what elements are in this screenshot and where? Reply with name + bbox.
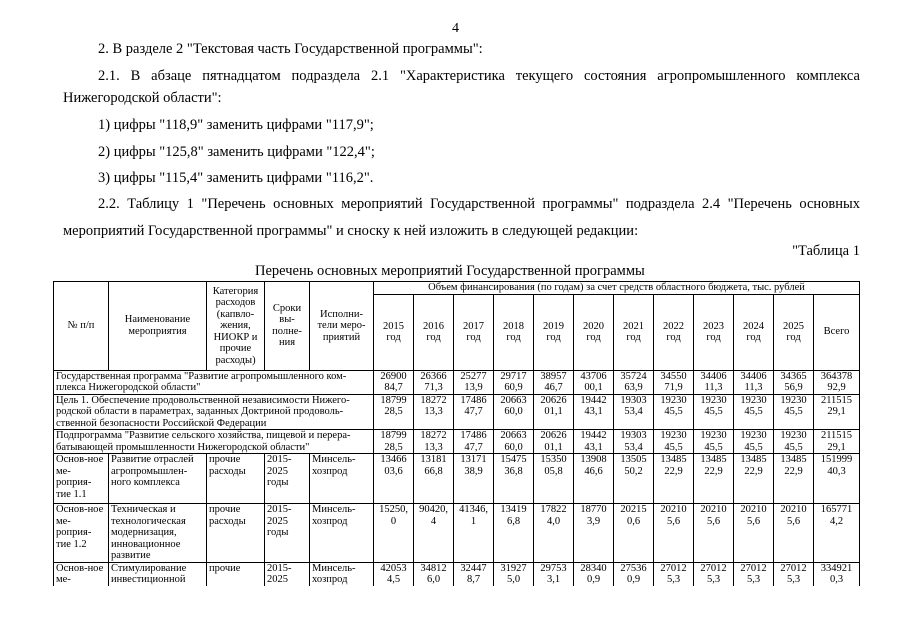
funding-value: 19230 45,5: [774, 430, 814, 454]
funding-value: 19230 45,5: [694, 430, 734, 454]
funding-value: 19230 45,5: [654, 394, 694, 430]
paragraph-item-1: 1) цифры "118,9" заменить цифрами "117,9";: [98, 117, 374, 133]
header-year: 2023 год: [694, 294, 734, 370]
activity-name: Стимулирование инвестиционной: [109, 562, 207, 586]
funding-value: 20626 01,1: [534, 394, 574, 430]
header-funding: Объем финансирования (по годам) за счет средств областного бюджета, тыс. рублей: [374, 282, 860, 295]
header-year: 2020 год: [574, 294, 614, 370]
funding-value: 18799 28,5: [374, 394, 414, 430]
expense-category: прочие расходы: [207, 454, 265, 504]
header-year: 2019 год: [534, 294, 574, 370]
header-year: 2021 год: [614, 294, 654, 370]
funding-value: 20663 60,0: [494, 430, 534, 454]
funding-value: 19303 53,4: [614, 430, 654, 454]
header-year: 2015 год: [374, 294, 414, 370]
paragraph-2-2-line1: 2.2. Таблицу 1 "Перечень основных мероприятий Государственной программы" подраздела 2.4 "Перечень основных: [98, 196, 860, 212]
funding-value: 19303 53,4: [614, 394, 654, 430]
funding-value: 19442 43,1: [574, 430, 614, 454]
funding-value: 19230 45,5: [654, 430, 694, 454]
funding-value: 34406 11,3: [734, 370, 774, 394]
funding-value: 17822 4,0: [534, 504, 574, 563]
header-year: 2018 год: [494, 294, 534, 370]
funding-value: 13171 38,9: [454, 454, 494, 504]
header-term: Сроки вы-полне-ния: [265, 282, 310, 371]
activity-term: 2015-2025 годы: [265, 504, 310, 563]
activity-executor: Минсель-хозпрод: [310, 454, 374, 504]
funding-value: 38957 46,7: [534, 370, 574, 394]
funding-value: 20210 5,6: [654, 504, 694, 563]
funding-value: 13908 46,6: [574, 454, 614, 504]
funding-value: 25277 13,9: [454, 370, 494, 394]
funding-value: 211515 29,1: [814, 394, 860, 430]
funding-value: 18272 13,3: [414, 430, 454, 454]
table-row: [54, 430, 860, 454]
funding-value: 334921 0,3: [814, 562, 860, 586]
funding-value: 26366 71,3: [414, 370, 454, 394]
funding-value: 20626 01,1: [534, 430, 574, 454]
header-year: 2025 год: [774, 294, 814, 370]
table-row: [54, 394, 860, 430]
funding-value: 42053 4,5: [374, 562, 414, 586]
header-name: Наименование мероприятия: [109, 282, 207, 371]
row-label: Государственная программа "Развитие агропромышленного ком-плекса Нижегородской области": [54, 370, 374, 394]
paragraph-section-2: 2. В разделе 2 "Текстовая часть Государственной программы":: [98, 41, 483, 57]
funding-value: 19442 43,1: [574, 394, 614, 430]
funding-value: 13505 50,2: [614, 454, 654, 504]
funding-value: 34550 71,9: [654, 370, 694, 394]
funding-value: 20663 60,0: [494, 394, 534, 430]
funding-value: 19230 45,5: [774, 394, 814, 430]
funding-value: 31927 5,0: [494, 562, 534, 586]
funding-value: 20210 5,6: [774, 504, 814, 563]
funding-value: 90420, 4: [414, 504, 454, 563]
activities-table: [53, 281, 860, 586]
activity-number: Основ-ное ме-: [54, 562, 109, 586]
table-label: "Таблица 1: [792, 243, 860, 259]
header-num: № п/п: [54, 282, 109, 371]
funding-value: 13485 22,9: [774, 454, 814, 504]
funding-value: 18272 13,3: [414, 394, 454, 430]
header-year: 2016 год: [414, 294, 454, 370]
funding-value: 15250, 0: [374, 504, 414, 563]
funding-value: 151999 40,3: [814, 454, 860, 504]
header-year: 2024 год: [734, 294, 774, 370]
activity-name: Развитие отраслей агропромышлен-ного комплекса: [109, 454, 207, 504]
funding-value: 41346, 1: [454, 504, 494, 563]
funding-value: 15475 36,8: [494, 454, 534, 504]
funding-value: 17486 47,7: [454, 394, 494, 430]
header-year: 2022 год: [654, 294, 694, 370]
funding-value: 13466 03,6: [374, 454, 414, 504]
activity-name: Техническая и технологическая модернизация, инновационное развитие: [109, 504, 207, 563]
paragraph-item-3: 3) цифры "115,4" заменить цифрами "116,2".: [98, 170, 374, 186]
funding-value: 34406 11,3: [694, 370, 734, 394]
paragraph-item-2: 2) цифры "125,8" заменить цифрами "122,4";: [98, 144, 375, 160]
activity-term: 2015-2025: [265, 562, 310, 586]
funding-value: 364378 92,9: [814, 370, 860, 394]
funding-value: 17486 47,7: [454, 430, 494, 454]
row-label: Подпрограмма "Развитие сельского хозяйства, пищевой и перера-батывающей промышленности Нижегородской области": [54, 430, 374, 454]
activity-executor: Минсель-хозпрод: [310, 562, 374, 586]
funding-value: 34812 6,0: [414, 562, 454, 586]
funding-value: 19230 45,5: [694, 394, 734, 430]
funding-value: 19230 45,5: [734, 430, 774, 454]
funding-value: 26900 84,7: [374, 370, 414, 394]
funding-value: 29753 3,1: [534, 562, 574, 586]
activity-number: Основ-ное ме-роприя-тие 1.2: [54, 504, 109, 563]
funding-value: 34365 56,9: [774, 370, 814, 394]
funding-value: 27536 0,9: [614, 562, 654, 586]
funding-value: 28340 0,9: [574, 562, 614, 586]
funding-value: 35724 63,9: [614, 370, 654, 394]
header-category: Категория расходов (капвло-жения, НИОКР и прочие расходы): [207, 282, 265, 371]
funding-value: 165771 4,2: [814, 504, 860, 563]
page-number: 4: [452, 21, 459, 36]
activity-executor: Минсель-хозпрод: [310, 504, 374, 563]
table-row: [54, 562, 860, 586]
funding-value: 13181 66,8: [414, 454, 454, 504]
expense-category: прочие расходы: [207, 504, 265, 563]
funding-value: 20210 5,6: [694, 504, 734, 563]
funding-value: 13485 22,9: [694, 454, 734, 504]
funding-value: 211515 29,1: [814, 430, 860, 454]
funding-value: 19230 45,5: [734, 394, 774, 430]
funding-value: 32447 8,7: [454, 562, 494, 586]
row-label: Цель 1. Обеспечение продовольственной независимости Нижего-родской области в параметрах, заданных Доктриной продоволь-ственной безопасности Российской Федерации: [54, 394, 374, 430]
table-caption: Перечень основных мероприятий Государственной программы: [255, 263, 645, 279]
table-row: [54, 504, 860, 563]
funding-value: 27012 5,3: [734, 562, 774, 586]
funding-value: 18799 28,5: [374, 430, 414, 454]
table-row: [54, 370, 860, 394]
table-row: [54, 454, 860, 504]
funding-value: 13485 22,9: [734, 454, 774, 504]
funding-value: 13485 22,9: [654, 454, 694, 504]
expense-category: прочие: [207, 562, 265, 586]
header-executor: Исполни-тели меро-приятий: [310, 282, 374, 371]
funding-value: 18770 3,9: [574, 504, 614, 563]
funding-value: 20215 0,6: [614, 504, 654, 563]
activity-number: Основ-ное ме-роприя-тие 1.1: [54, 454, 109, 504]
funding-value: 20210 5,6: [734, 504, 774, 563]
paragraph-2-1-line1: 2.1. В абзаце пятнадцатом подраздела 2.1 "Характеристика текущего состояния агропромышленного комплекса: [98, 68, 860, 84]
header-year: 2017 год: [454, 294, 494, 370]
funding-value: 27012 5,3: [774, 562, 814, 586]
header-total: Всего: [814, 294, 860, 370]
funding-value: 27012 5,3: [694, 562, 734, 586]
funding-value: 29717 60,9: [494, 370, 534, 394]
paragraph-2-2-line2: мероприятий Государственной программы" и сноску к ней изложить в следующей редакции:: [63, 223, 639, 239]
funding-value: 43706 00,1: [574, 370, 614, 394]
paragraph-2-1-line2: Нижегородской области":: [63, 90, 222, 106]
funding-value: 13419 6,8: [494, 504, 534, 563]
funding-value: 27012 5,3: [654, 562, 694, 586]
activity-term: 2015-2025 годы: [265, 454, 310, 504]
funding-value: 15350 05,8: [534, 454, 574, 504]
